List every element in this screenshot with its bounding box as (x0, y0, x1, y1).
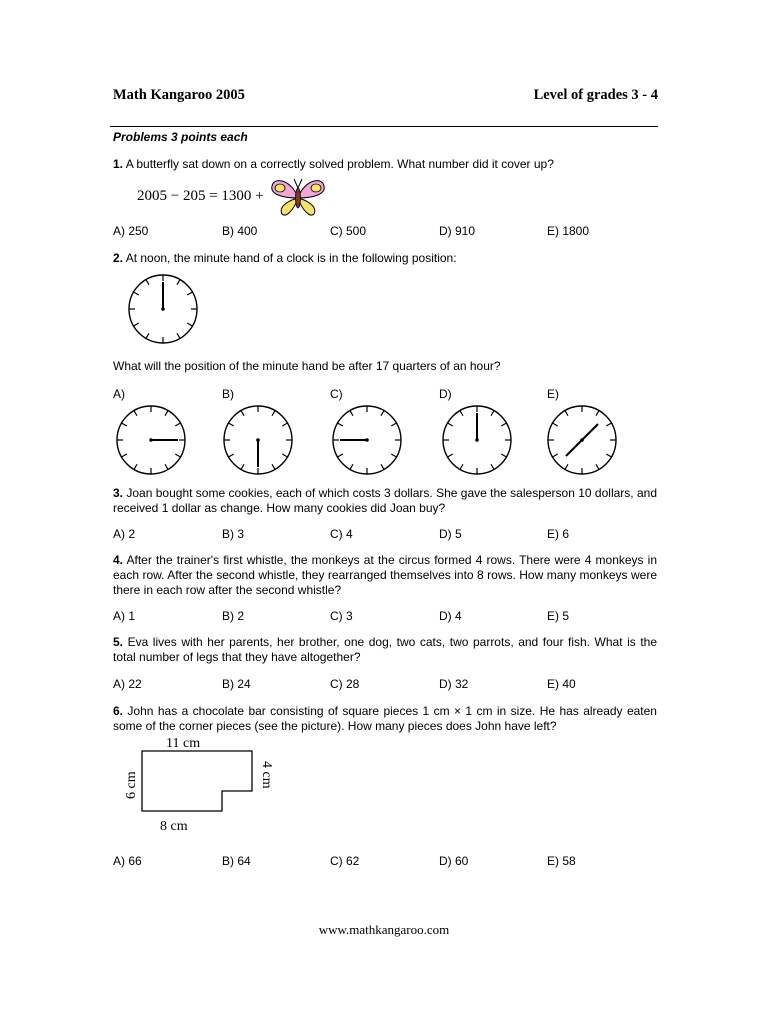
answer-d: D) 4 (439, 609, 462, 623)
answer-b: B) 3 (222, 527, 245, 541)
answer-d: D) 910 (439, 224, 476, 238)
problem-text: Eva lives with her parents, her brother, one dog, two cats, two parrots, and four fish. What is the total number of legs that they have altogether? (113, 635, 657, 664)
answer-d: D) (439, 387, 452, 401)
answer-b: B) 64 (222, 854, 251, 868)
answer-a: A) 2 (113, 527, 136, 541)
answer-d: D) 60 (439, 854, 469, 868)
clock-option-b-icon (222, 404, 294, 476)
chocolate-bar-diagram (118, 733, 288, 841)
problem-text: A butterfly sat down on a correctly solved problem. What number did it cover up? (125, 157, 554, 171)
answer-b: B) (222, 387, 234, 401)
problem-number: 2. (113, 251, 124, 265)
answer-a: A) 66 (113, 854, 142, 868)
answer-c: C) 3 (330, 609, 353, 623)
problem-text: After the trainer's first whistle, the monkeys at the circus formed 4 rows. There were 4 monkeys in each row. After the second whistle, they rearranged themselves into 8 rows. How many monkeys were there in each row after the second whistle? (113, 553, 658, 597)
problem-4 (113, 553, 657, 598)
chocolate-bar-outline (142, 751, 252, 811)
clock-option-e-icon (546, 404, 618, 476)
answer-b: B) 24 (222, 677, 251, 691)
answer-c: C) 62 (330, 854, 360, 868)
answer-a: A) 1 (113, 609, 136, 623)
answer-e: E) 6 (547, 527, 570, 541)
answer-c: C) 28 (330, 677, 360, 691)
answer-c: C) 4 (330, 527, 353, 541)
answer-a: A) 250 (113, 224, 149, 238)
dim-right: 4 cm (259, 761, 274, 789)
problem-number: 5. (113, 635, 124, 649)
dim-left: 6 cm (124, 771, 139, 799)
problem-2 (113, 251, 657, 266)
problem-number: 1. (113, 157, 124, 171)
answer-e: E) 58 (547, 854, 576, 868)
header-rule (110, 126, 658, 127)
clock-option-a-icon (115, 404, 187, 476)
dim-top: 11 cm (166, 736, 201, 751)
problem-3 (113, 486, 657, 516)
answer-b: B) 2 (222, 609, 245, 623)
equation: 2005 − 205 = 1300 + (137, 188, 264, 204)
section-title: Problems 3 points each (113, 130, 248, 144)
problem-number: 6. (113, 704, 124, 718)
butterfly-icon (268, 176, 328, 220)
clock-option-d-icon (441, 404, 513, 476)
problem-text: Joan bought some cookies, each of which costs 3 dollars. She gave the salesperson 10 dollars, and received 1 dollar as change. How many cookies did Joan buy? (113, 486, 657, 515)
answer-a: A) (113, 387, 125, 401)
answer-e: E) (547, 387, 559, 401)
problem-text: John has a chocolate bar consisting of square pieces 1 cm × 1 cm in size. He has already eaten some of the corner pieces (see the picture). How many pieces does John have left? (113, 704, 657, 733)
answer-e: E) 40 (547, 677, 576, 691)
dim-bottom: 8 cm (160, 819, 188, 834)
clock-noon-icon (127, 273, 199, 345)
answer-c: C) (330, 387, 343, 401)
answer-e: E) 5 (547, 609, 570, 623)
problem-number: 3. (113, 486, 124, 500)
answer-d: D) 5 (439, 527, 462, 541)
grade-level: Level of grades 3 - 4 (533, 87, 658, 103)
problem-5 (113, 635, 657, 665)
problem-6 (113, 704, 657, 734)
answer-e: E) 1800 (547, 224, 590, 238)
document-title: Math Kangaroo 2005 (113, 87, 245, 103)
answer-c: C) 500 (330, 224, 367, 238)
clock-option-c-icon (331, 404, 403, 476)
answer-a: A) 22 (113, 677, 142, 691)
problem-1 (113, 157, 657, 172)
problem-2-question: What will the position of the minute hand be after 17 quarters of an hour? (113, 359, 501, 373)
answer-b: B) 400 (222, 224, 258, 238)
problem-number: 4. (113, 553, 124, 567)
answer-d: D) 32 (439, 677, 469, 691)
footer-url: www.mathkangaroo.com (318, 922, 450, 937)
problem-text: At noon, the minute hand of a clock is in the following position: (125, 251, 457, 265)
